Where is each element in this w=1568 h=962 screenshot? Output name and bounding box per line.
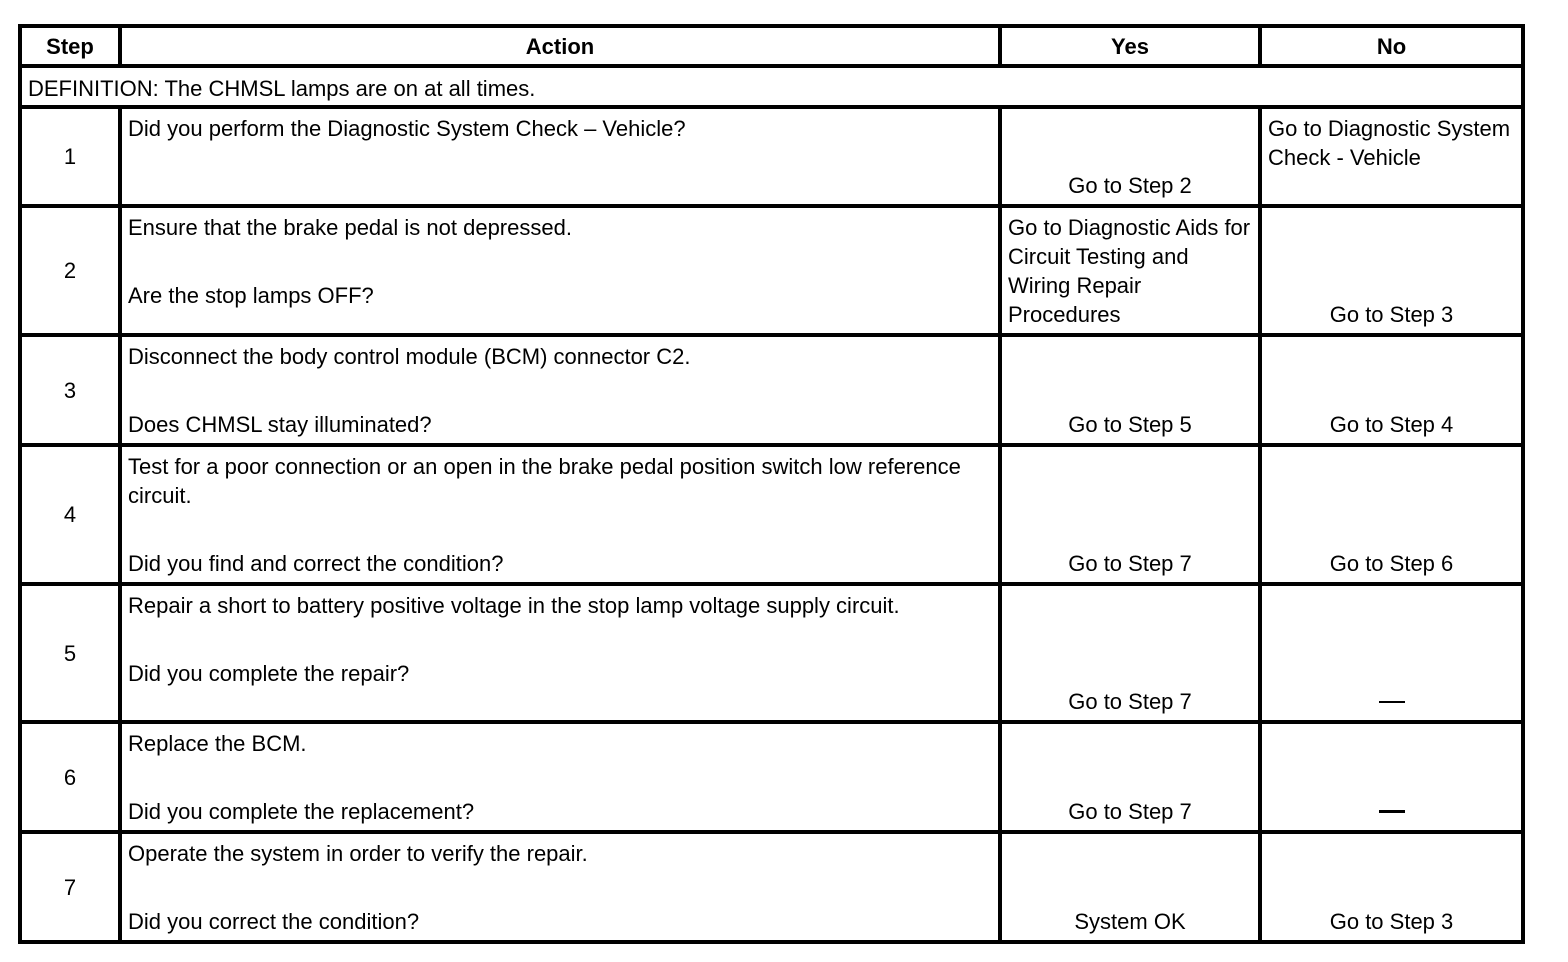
step-number: 6 (20, 722, 120, 832)
header-yes: Yes (1000, 26, 1260, 66)
action-question: Did you complete the repair? (128, 661, 410, 686)
action-cell (120, 335, 1000, 445)
table-row (20, 832, 1523, 942)
no-result: Go to Step 6 (1260, 445, 1523, 584)
yes-result: Go to Step 7 (1000, 722, 1260, 832)
step-number: 7 (20, 832, 120, 942)
step-number: 2 (20, 206, 120, 335)
table-row (20, 206, 1523, 335)
action-cell (120, 722, 1000, 832)
yes-result: System OK (1000, 832, 1260, 942)
yes-result: Go to Diagnostic Aids for Circuit Testing and Wiring Repair Procedures (1000, 206, 1260, 335)
action-cell (120, 206, 1000, 335)
action-question: Does CHMSL stay illuminated? (128, 412, 432, 437)
action-question: Did you find and correct the condition? (128, 551, 504, 576)
action-text: Ensure that the brake pedal is not depressed. (128, 215, 572, 240)
step-number: 1 (20, 107, 120, 206)
no-result: Go to Diagnostic System Check - Vehicle (1260, 107, 1523, 206)
table-row (20, 335, 1523, 445)
no-result: Go to Step 3 (1260, 832, 1523, 942)
action-cell (120, 832, 1000, 942)
no-result (1260, 584, 1523, 722)
step-number: 3 (20, 335, 120, 445)
step-number: 5 (20, 584, 120, 722)
yes-result: Go to Step 2 (1000, 107, 1260, 206)
action-text: Test for a poor connection or an open in the brake pedal position switch low reference circuit. (128, 454, 961, 508)
definition-row (20, 66, 1523, 107)
action-cell (120, 584, 1000, 722)
header-row (20, 26, 1523, 66)
header-step: Step (20, 26, 120, 66)
no-result (1260, 722, 1523, 832)
action-question: Did you complete the replacement? (128, 799, 475, 824)
action-cell (120, 107, 1000, 206)
no-result: Go to Step 3 (1260, 206, 1523, 335)
action-cell (120, 445, 1000, 584)
step-number: 4 (20, 445, 120, 584)
definition-text: DEFINITION: The CHMSL lamps are on at all times. (20, 66, 1523, 107)
diagnostic-table (18, 24, 1525, 944)
table-row (20, 107, 1523, 206)
action-question: Are the stop lamps OFF? (128, 283, 374, 308)
header-no: No (1260, 26, 1523, 66)
table-row (20, 445, 1523, 584)
dash-mark (1379, 810, 1405, 813)
action-text: Replace the BCM. (128, 731, 307, 756)
header-action: Action (120, 26, 1000, 66)
yes-result: Go to Step 7 (1000, 445, 1260, 584)
table-row (20, 722, 1523, 832)
no-result: Go to Step 4 (1260, 335, 1523, 445)
action-text: Disconnect the body control module (BCM) connector C2. (128, 344, 691, 369)
action-text: Operate the system in order to verify the repair. (128, 841, 588, 866)
table-row (20, 584, 1523, 722)
dash-mark (1379, 701, 1405, 703)
action-text: Repair a short to battery positive voltage in the stop lamp voltage supply circuit. (128, 593, 900, 618)
yes-result: Go to Step 7 (1000, 584, 1260, 722)
action-text: Did you perform the Diagnostic System Check – Vehicle? (128, 116, 686, 141)
yes-result: Go to Step 5 (1000, 335, 1260, 445)
action-question: Did you correct the condition? (128, 909, 420, 934)
